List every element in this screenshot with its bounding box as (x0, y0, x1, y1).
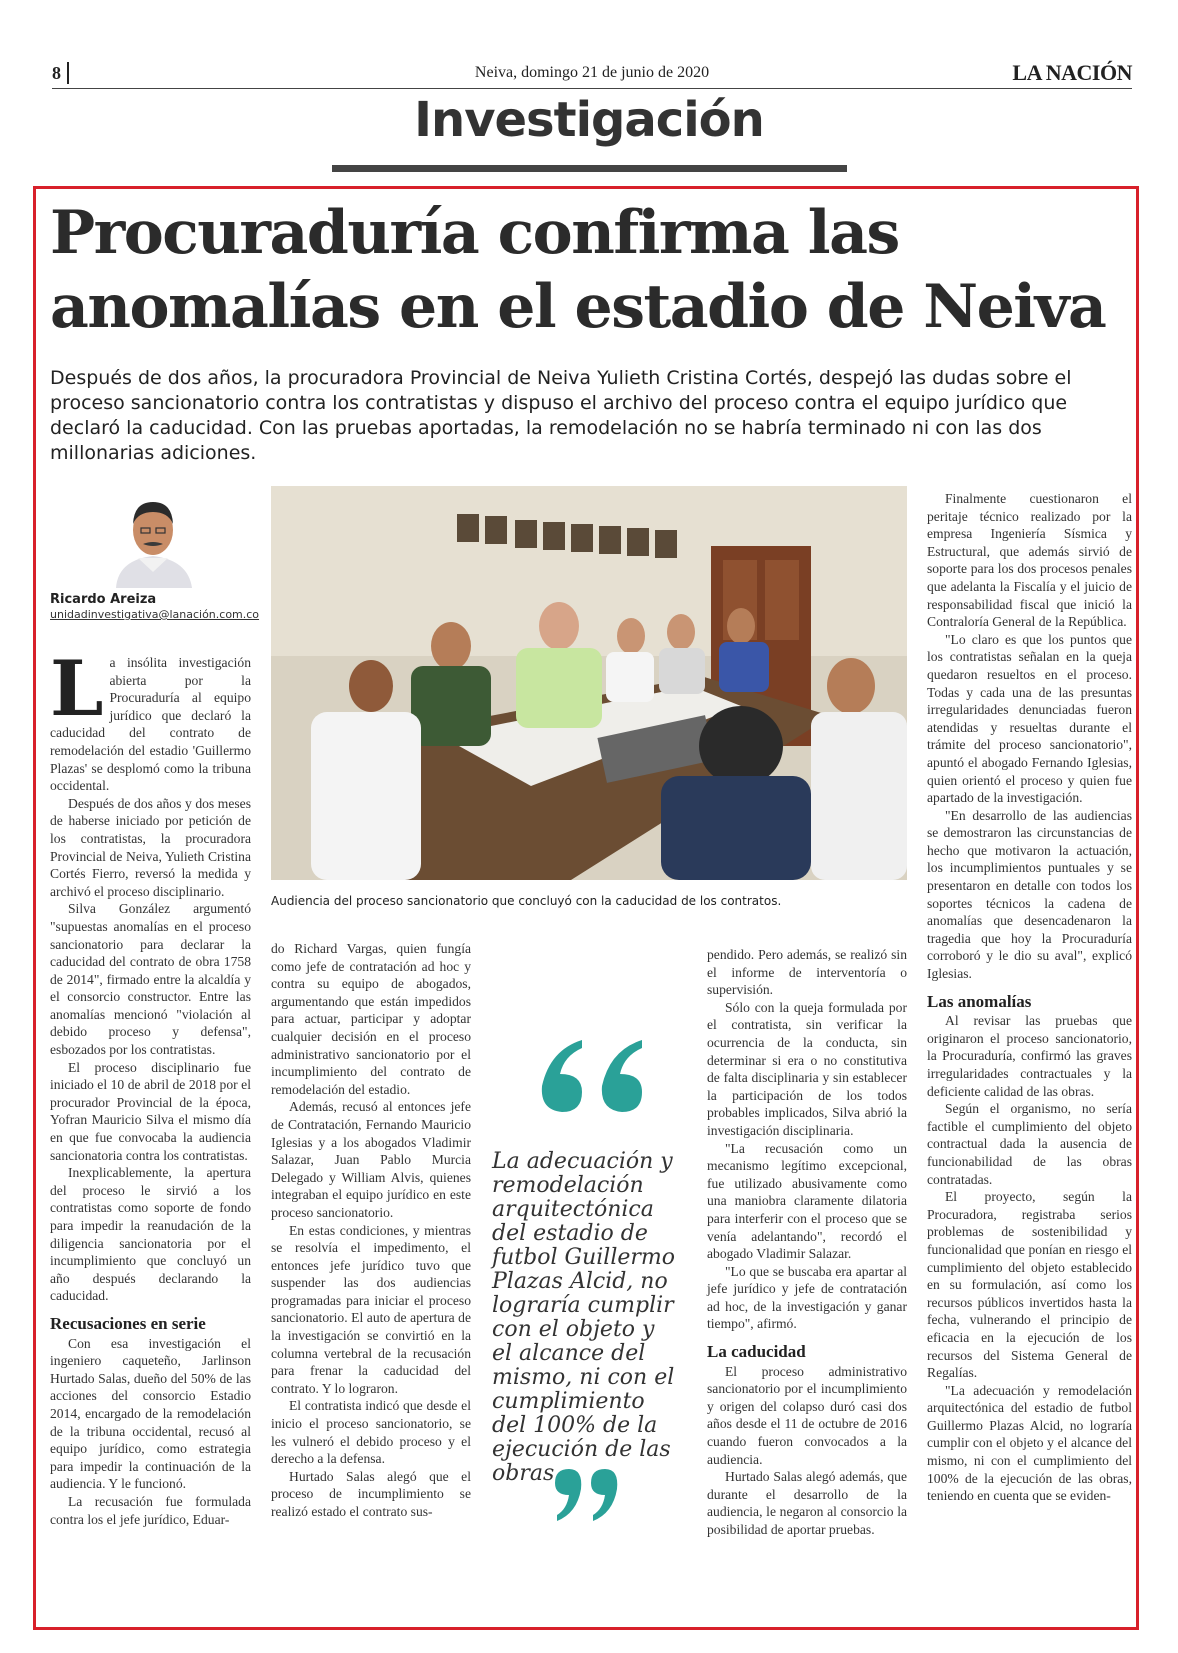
article-column-5 (927, 490, 1132, 1505)
paragraph: El proyecto, según la Procuradora, registraba serios problemas de sostenibilidad y funcionalidad que ponían en riesgo el cumplimiento del objeto establecido en su formulación, así como los recursos públicos invertidos hasta la fecha, vulnerando el principio de eficacia en la ejecución de los recursos del Sistema General de Regalías. (927, 1189, 1132, 1381)
author-photo (108, 488, 198, 588)
paragraph: Al revisar las pruebas que originaron el proceso sancionatorio, la Procuraduría, confirmó las graves irregularidades contractuales y la deficiente calidad de las obras. (927, 1013, 1132, 1099)
paragraph: Hurtado Salas alegó además, que durante el desarrollo de la audiencia, le negaron al consorcio la posibilidad de aportar pruebas. (707, 1469, 907, 1537)
paragraph: Después de dos años y dos meses de haberse iniciado por petición de los contratistas, la procuradora Provincial de Neiva, Yulieth Cristina Cortés Fierro, reversó la medida y archivó el proceso disciplinario. (50, 795, 251, 899)
paragraph: Finalmente cuestionaron el peritaje técnico realizado por la empresa Ingeniería Sísmica y Estructural, que además sirvió de soporte para los dos procesos penales que adelanta la Fiscalía y el juicio de responsabilidad fiscal que inició la Contraloría General de la República. (927, 491, 1132, 630)
paragraph: Con esa investigación el ingeniero caqueteño, Jarlinson Hurtado Salas, dueño del 50% de las acciones del consorcio Estadio 2014, encargado de la remodelación de la tribuna occidental, recusó al equipo jurídico, como estrategia para impedir la continuación de la audiencia. Y le funcionó. (50, 1335, 251, 1492)
paragraph: Silva González argumentó "supuestas anomalías en el proceso sancionatorio para declarar la caducidad del contrato de obra 1758 de 2014", firmado entre la alcaldía y el consorcio constructor. Entre las anomalías mencionó "violación al debido proceso y defensa", esbozados por los contratistas. (50, 901, 251, 1058)
paragraph: El contratista indicó que desde el inicio el proceso sancionatorio, se les vulneró el debido proceso y el derecho a la defensa. (271, 1398, 471, 1467)
paragraph: La recusación fue formulada contra los el jefe jurídico, Eduar- (50, 1493, 251, 1527)
subheading: Las anomalías (927, 991, 1032, 1011)
article-column-4 (707, 946, 907, 1539)
paragraph: pendido. Pero además, se realizó sin el informe de interventoría o supervisión. (707, 947, 907, 998)
paragraph: "La adecuación y remodelación arquitectónica del estadio de futbol Guillermo Plazas Alcid, no lograría cumplir con el objeto y el alcance del mismo, ni con el cumplimiento del 100% de la ejecución de las obras, teniendo en cuenta que se eviden- (927, 1382, 1132, 1504)
section-title: Investigación (414, 92, 764, 148)
paragraph: Sólo con la queja formulada por el contratista, sin verificar la ocurrencia de la conducta, sin determinar si era o no constitutiva de falta disciplinaria y sin establecer la participación de los todos probables implicados, Silva abrió la investigación disciplinaria. (707, 999, 907, 1138)
paragraph: "Lo que se buscaba era apartar al jefe jurídico y jefe de contratación ad hoc, de la investigación y ganar tiempo", afirmó. (707, 1263, 907, 1332)
paragraph: Hurtado Salas alegó que el proceso de incumplimiento se realizó estado el contrato sus- (271, 1468, 471, 1519)
headline-line-2: anomalías en el estadio de Neiva (50, 272, 1106, 342)
article-column-1 (50, 644, 251, 1528)
lead-paragraph: a insólita investigación abierta por la Procuraduría al equipo jurídico que declaró la caducidad del contrato de remodelación del estadio 'Guillermo Plazas' se desplomó como la tribuna occidental. (50, 655, 251, 794)
paragraph: Además, recusó al entonces jefe de Contratación, Fernando Mauricio Iglesias y a los abogados Vladimir Salazar, Juan Pablo Murcia Delegado y William Alvis, quienes integraban el equipo jurídico en este proceso sancionatorio. (271, 1099, 471, 1220)
section-underline (332, 165, 847, 172)
meeting-photo (271, 486, 907, 880)
drop-cap: L (50, 644, 104, 733)
dateline: Neiva, domingo 21 de junio de 2020 (474, 64, 710, 81)
paragraph: Según el organismo, no sería factible el cumplimiento del objeto contractual dada la ausencia de funcionabilidad de las obras contratadas. (927, 1101, 1132, 1187)
paragraph: "Lo claro es que los puntos que los contratistas señalan en la queja quedaron resueltos en el proceso. Todas y cada una de las presuntas irregularidades denunciadas fueron atendidas y resueltas durante el trámite del proceso sancionatorio", apuntó el abogado Fernando Iglesias, quien orientó el proceso y quien fue apartado de la investigación. (927, 631, 1132, 806)
author-name: Ricardo Areiza (50, 592, 157, 607)
paragraph: El proceso administrativo sancionatorio por el incumplimiento y origen del colapso duró casi dos años desde el 11 de octubre de 2016 cuando fueron convocados a la audiencia. (707, 1363, 907, 1467)
subheading: La caducidad (707, 1342, 806, 1362)
subheading: Recusaciones en serie (50, 1313, 206, 1333)
author-email[interactable]: unidadinvestigativa@lanación.com.co (50, 608, 260, 621)
paragraph: El proceso disciplinario fue iniciado el 10 de abril de 2018 por el procurador Provincial de la época, Yofran Mauricio Silva el mismo día en que fue convocaba la audiencia sancionatoria contra los contratistas. (50, 1059, 251, 1163)
article-deck: Después de dos años, la procuradora Provincial de Neiva Yulieth Cristina Cortés, despejó las dudas sobre el proceso sancionatorio contra los contratistas y dispuso el archivo del proceso contra el equipo jurídico que declaró la caducidad. Con las pruebas aportadas, la remodelación no se habría terminado ni con las dos millonarias adiciones. (50, 367, 1072, 464)
paragraph: Inexplicablemente, la apertura del proceso le sirvió a los contratistas como soporte de fondo para impedir la reanudación de la diligencia sancionatoria por el incumplimiento que concluyó un año después declarando la caducidad. (50, 1165, 251, 1304)
page-header (52, 60, 1132, 89)
paragraph: do Richard Vargas, quien fungía como jefe de contratación ad hoc y contra su equipo de abogados, argumentando que están impedidos para actuar, participar y adoptar cualquier decisión en el proceso administrativo sancionatorio por el incumplimiento del contrato de remodelación del estadio. (271, 941, 471, 1097)
paragraph: "En desarrollo de las audiencias se demostraron las circunstancias de hecho que motivaron la actuación, los incumplimientos puntuales y se presentaron en detalle con todos los soportes técnicos la cadena de anomalías que desencadenaron la tragedia que hoy la Procuraduría corroboró y le dio su aval", explicó Iglesias. (927, 807, 1132, 982)
headline-line-1: Procuraduría confirma las (50, 198, 899, 268)
headline (50, 196, 1135, 344)
article-column-2 (271, 940, 471, 1521)
paragraph: En estas condiciones, y mientras se resolvía el impedimento, el entonces jefe jurídico tuvo que suspender las dos audiencias programadas para iniciar el proceso sancionatorio. El auto de apertura de la investigación se convirtió en la columna vertebral de la recusación para frenar la caducidad del contrato. Y lo lograron. (271, 1222, 471, 1396)
newspaper-logo: LA NACIÓN (1012, 60, 1132, 85)
pull-quote: La adecuación y remodelación arquitectónica del estadio de futbol Guillermo Plazas Alcid, no lograría cumplir con el objeto y el alcance del mismo, ni con el cumplimiento del 100% de la ejecución de las obras (492, 1149, 676, 1486)
open-quote-icon (530, 1030, 650, 1120)
paragraph: "La recusación como un mecanismo legítimo excepcional, fue utilizado abusivamente como una maniobra claramente dilatoria para interferir con el proceso que se venía adelantando", recordó el abogado Vladimir Salazar. (707, 1140, 907, 1262)
close-quote-icon (553, 1465, 623, 1525)
page-number: 8 (52, 62, 69, 84)
photo-caption: Audiencia del proceso sancionatorio que concluyó con la caducidad de los contratos. (271, 894, 782, 908)
